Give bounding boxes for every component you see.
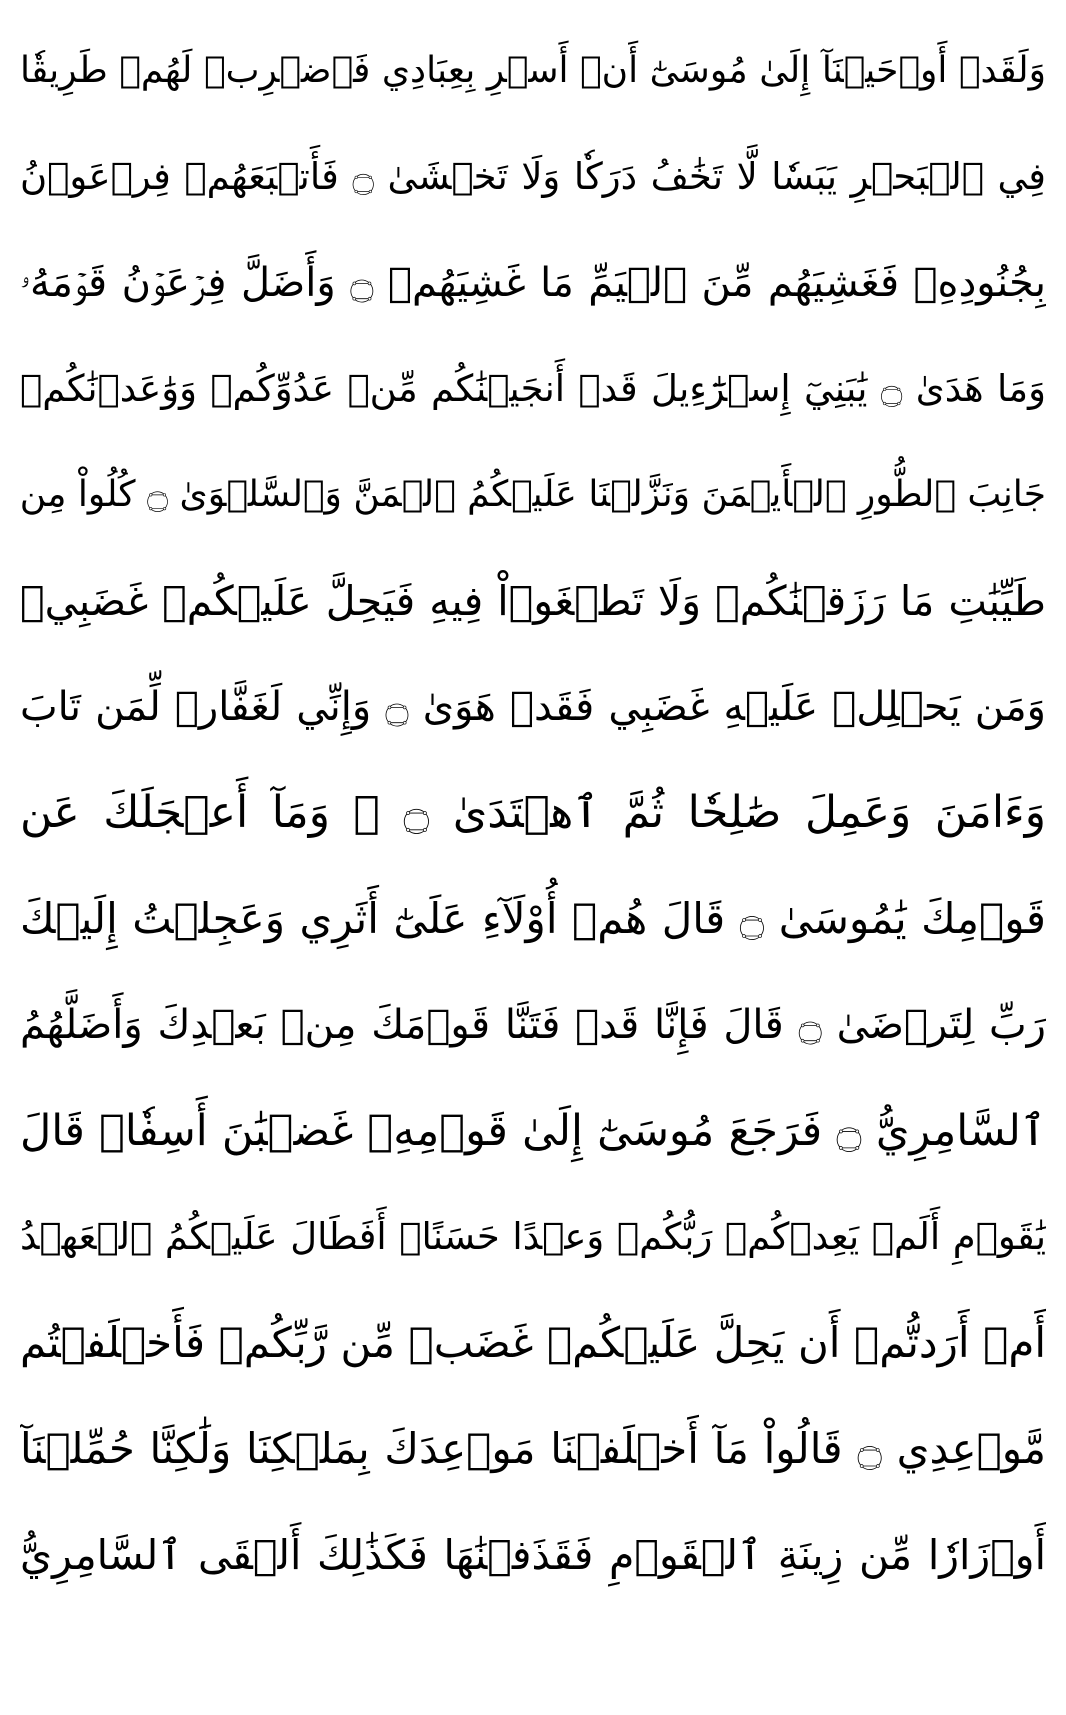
verse-line-6: طَيِّبَٰتِ مَا رَزَقۡنَٰكُمۡ وَلَا تَطۡغَوۡاْ فِيهِ فَيَحِلَّ عَلَيۡكُمۡ غَضَبِيۖ bbox=[20, 577, 1046, 625]
verse-line-3: بِجُنُودِهِۦ فَغَشِيَهُم مِّنَ ٱلۡيَمِّ مَا غَشِيَهُمۡ ۝ وَأَضَلَّ فِرۡعَوۡنُ قَوۡمَهُۥ bbox=[20, 260, 1046, 306]
verse-line-7: وَمَن يَحۡلِلۡ عَلَيۡهِ غَضَبِي فَقَدۡ هَوَىٰ ۝ وَإِنِّي لَغَفَّارٞ لِّمَن تَابَ bbox=[20, 684, 1046, 730]
verse-line-5: جَانِبَ ٱلطُّورِ ٱلۡأَيۡمَنَ وَنَزَّلۡنَا عَلَيۡكُمُ ٱلۡمَنَّ وَٱلسَّلۡوَىٰ ۝ كُلُواْ مِن bbox=[20, 474, 1046, 515]
verse-line-4: وَمَا هَدَىٰ ۝ يَٰبَنِيٓ إِسۡرَٰٓءِيلَ قَدۡ أَنجَيۡنَٰكُم مِّنۡ عَدُوِّكُمۡ وَوَٰعَدۡنَٰكُمۡ bbox=[20, 367, 1046, 410]
verse-line-8: وَءَامَنَ وَعَمِلَ صَٰلِحٗا ثُمَّ ٱهۡتَدَىٰ ۝ ۞ وَمَآ أَعۡجَلَكَ عَن bbox=[20, 787, 1046, 838]
verse-line-15: أَوۡزَارٗا مِّن زِينَةِ ٱلۡقَوۡمِ فَقَذَفۡنَٰهَا فَكَذَٰلِكَ أَلۡقَى ٱلسَّامِرِيُّ bbox=[20, 1531, 1046, 1579]
verse-line-1: وَلَقَدۡ أَوۡحَيۡنَآ إِلَىٰ مُوسَىٰٓ أَنۡ أَسۡرِ بِعِبَادِي فَٱضۡرِبۡ لَهُمۡ طَرِيقٗا bbox=[20, 50, 1046, 91]
verse-line-11: ٱلسَّامِرِيُّ ۝ فَرَجَعَ مُوسَىٰٓ إِلَىٰ قَوۡمِهِۦ غَضۡبَٰنَ أَسِفٗاۚ قَالَ bbox=[20, 1106, 1046, 1156]
verse-line-2: فِي ٱلۡبَحۡرِ يَبَسٗا لَّا تَخَٰفُ دَرَكٗا وَلَا تَخۡشَىٰ ۝ فَأَتۡبَعَهُمۡ فِرۡعَوۡنُ bbox=[20, 155, 1046, 198]
verse-line-12: يَٰقَوۡمِ أَلَمۡ يَعِدۡكُمۡ رَبُّكُمۡ وَعۡدًا حَسَنًاۚ أَفَطَالَ عَلَيۡكُمُ ٱلۡعَهۡدُ bbox=[20, 1215, 1046, 1258]
verse-line-10: رَبِّ لِتَرۡضَىٰ ۝ قَالَ فَإِنَّا قَدۡ فَتَنَّا قَوۡمَكَ مِنۢ بَعۡدِكَ وَأَضَلَّهُمُ bbox=[20, 1002, 1046, 1048]
verse-line-14: مَّوۡعِدِي ۝ قَالُواْ مَآ أَخۡلَفۡنَا مَوۡعِدَكَ بِمَلۡكِنَا وَلَٰكِنَّا حُمِّلۡنَآ bbox=[20, 1424, 1046, 1473]
verse-line-9: قَوۡمِكَ يَٰمُوسَىٰ ۝ قَالَ هُمۡ أُوْلَآءِ عَلَىٰٓ أَثَرِي وَعَجِلۡتُ إِلَيۡكَ bbox=[20, 894, 1046, 943]
verse-line-13: أَمۡ أَرَدتُّمۡ أَن يَحِلَّ عَلَيۡكُمۡ غَضَبٞ مِّن رَّبِّكُمۡ فَأَخۡلَفۡتُم bbox=[20, 1318, 1046, 1367]
